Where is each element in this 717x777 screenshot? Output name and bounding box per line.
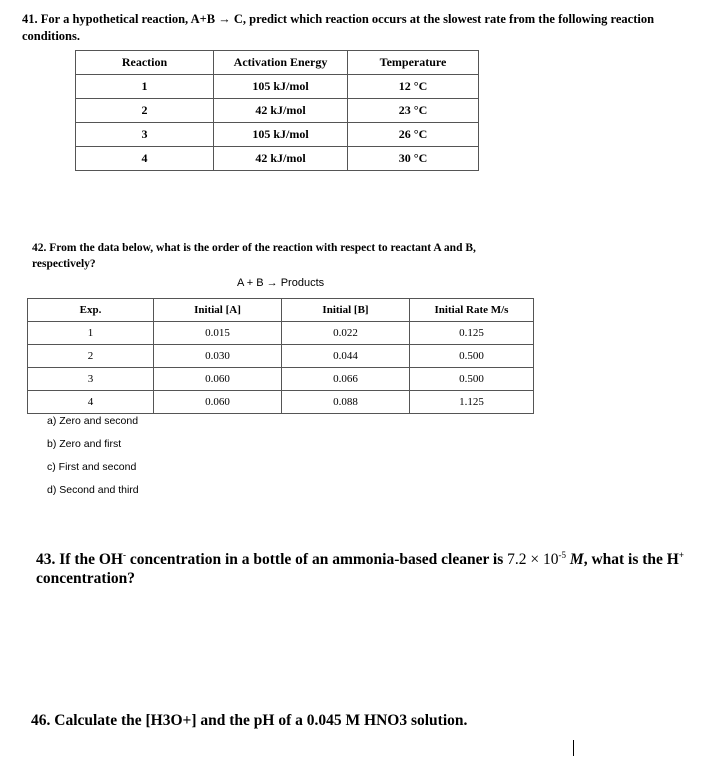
reaction-equation: A + B → Products [237,277,325,289]
table-row [76,99,479,123]
table-cell: 0.015 [154,322,282,345]
column-header: Temperature [348,51,479,75]
q43-lead: 43. If the OH [36,551,123,568]
column-header: Initial [A] [154,299,282,322]
table-row [28,368,534,391]
column-header: Exp. [28,299,154,322]
table-cell: 0.022 [282,322,410,345]
table-cell: 0.060 [154,391,282,414]
table-cell: 0.044 [282,345,410,368]
q43-mid1: concentration in a bottle of an ammonia-based cleaner is [125,551,508,568]
table-cell: 105 kJ/mol [214,75,348,99]
table-cell: 3 [76,123,214,147]
table-cell: 4 [28,391,154,414]
table-cell: 1 [76,75,214,99]
oh-superscript: - [122,549,126,560]
table-cell: 1 [28,322,154,345]
choice-d: d) Second and third [47,484,139,496]
table-cell: 0.066 [282,368,410,391]
molar-unit: M [566,551,584,568]
table-cell: 105 kJ/mol [214,123,348,147]
table-row [28,391,534,414]
table-cell: 0.500 [410,345,534,368]
table-cell: 12 °C [348,75,479,99]
table-cell: 26 °C [348,123,479,147]
table-row [76,147,479,171]
q43-mid2: , what is the H [583,551,679,568]
table-cell: 0.060 [154,368,282,391]
table-cell: 2 [28,345,154,368]
question-43-text [36,550,696,588]
q43-tail: concentration? [36,570,136,587]
choice-b: b) Zero and first [47,438,122,450]
table-cell: 30 °C [348,147,479,171]
column-header: Initial Rate M/s [410,299,534,322]
table-cell: 42 kJ/mol [214,99,348,123]
column-header: Activation Energy [214,51,348,75]
reaction-conditions-table [75,50,479,171]
table-cell: 0.125 [410,322,534,345]
column-header: Reaction [76,51,214,75]
h-superscript: + [678,549,684,560]
table-header-row [28,299,534,322]
table-row [76,123,479,147]
table-cell: 23 °C [348,99,479,123]
table-cell: 0.088 [282,391,410,414]
table-row [28,345,534,368]
table-cell: 1.125 [410,391,534,414]
question-46-text: 46. Calculate the [H3O+] and the pH of a 0.045 M HNO3 solution. [31,712,468,729]
answer-choices [47,414,139,506]
table-cell: 2 [76,99,214,123]
table-row [28,322,534,345]
table-cell: 0.030 [154,345,282,368]
concentration-value: 7.2 × 10 [507,551,559,568]
question-41-text: 41. For a hypothetical reaction, A+B → C, predict which reaction occurs at the slowest rate from the following reaction conditions. [22,12,655,43]
rate-data-table [27,298,534,414]
column-header: Initial [B] [282,299,410,322]
choice-c: c) First and second [47,461,137,473]
question-42-text: 42. From the data below, what is the order of the reaction with respect to reactant A and B, respectively? [32,242,476,270]
table-cell: 4 [76,147,214,171]
table-cell: 0.500 [410,368,534,391]
text-cursor [573,740,574,756]
table-cell: 42 kJ/mol [214,147,348,171]
table-row [76,75,479,99]
table-cell: 3 [28,368,154,391]
table-header-row [76,51,479,75]
choice-a: a) Zero and second [47,415,139,427]
exponent: -5 [558,549,567,560]
